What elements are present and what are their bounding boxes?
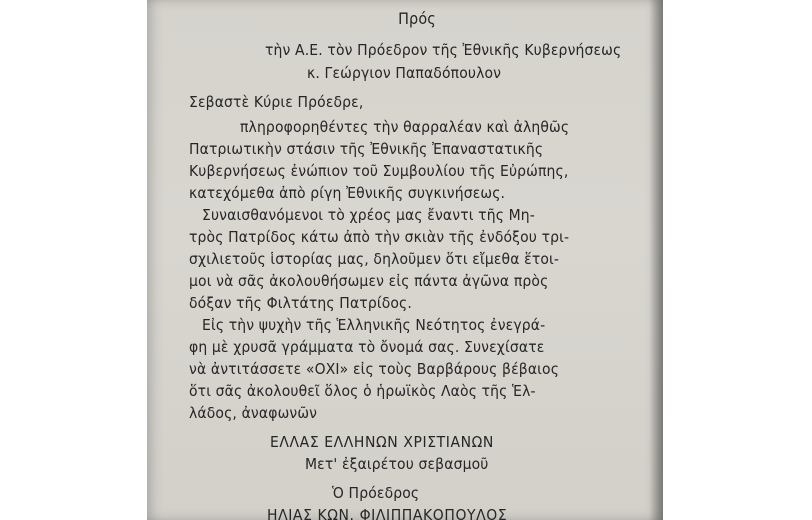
body-line-1: πληροφορηθέντες τὴν θαρραλέαν καὶ ἀληθῶς — [240, 118, 570, 136]
signatory-title: Ὁ Πρόεδρος — [332, 484, 420, 502]
addressee-line-1: τὴν Α.Ε. τὸν Πρόεδρον τῆς Ἐθνικῆς Κυβερνήσεως — [265, 41, 622, 59]
closing-formula: Μετ' ἐξαιρέτου σεβασμοῦ — [305, 455, 489, 473]
body-line-6: τρὸς Πατρίδος κάτω ἀπὸ τὴν σκιὰν τῆς ἐνδόξου τρι- — [189, 228, 570, 246]
body-line-5: Συναισθανόμενοι τὸ χρέος μας ἔναντι τῆς Μη- — [202, 206, 535, 224]
newspaper-clipping — [147, 0, 663, 520]
salutation: Σεβαστὲ Κύριε Πρόεδρε, — [189, 93, 364, 111]
signatory-name: ΗΛΙΑΣ ΚΩΝ. ΦΙΛΙΠΠΑΚΟΠΟΥΛΟΣ — [267, 506, 508, 520]
body-line-2: Πατριωτικὴν στάσιν τῆς Ἐθνικῆς Ἐπαναστατικῆς — [189, 140, 544, 158]
body-line-8: μοι νὰ σᾶς ἀκολουθήσωμεν εἰς πάντα ἀγῶνα πρὸς — [189, 272, 549, 290]
paper-shadow-edge — [649, 0, 663, 520]
letter-recipient-heading: Πρός — [398, 9, 436, 28]
addressee-line-2: κ. Γεώργιον Παπαδόπουλον — [307, 64, 502, 82]
body-line-14: λάδος, ἀναφωνῶν — [189, 404, 318, 422]
body-line-13: ὅτι σᾶς ἀκολουθεῖ ὅλος ὁ ἡρωϊκὸς Λαὸς τῆς Ἑλ- — [189, 382, 536, 400]
motto: ΕΛΛΑΣ ΕΛΛΗΝΩΝ ΧΡΙΣΤΙΑΝΩΝ — [270, 433, 494, 451]
body-line-11: φη μὲ χρυσᾶ γράμματα τὸ ὄνομά σας. Συνεχίσατε — [189, 338, 545, 356]
body-line-7: σχιλιετοῦς ἱστορίας μας, δηλοῦμεν ὅτι εἴμεθα ἕτοι- — [189, 250, 560, 268]
body-line-3: Κυβερνήσεως ἐνώπιον τοῦ Συμβουλίου τῆς Εὐρώπης, — [189, 162, 569, 180]
body-line-9: δόξαν τῆς Φιλτάτης Πατρίδος. — [189, 294, 412, 312]
body-line-12: νὰ ἀντιτάσσετε «ΟΧΙ» εἰς τοὺς Βαρβάρους βέβαιος — [189, 360, 560, 378]
body-line-10: Εἰς τὴν ψυχὴν τῆς Ἑλληνικῆς Νεότητος ἐνεγρά- — [202, 316, 546, 334]
body-line-4: κατεχόμεθα ἀπὸ ρίγη Ἐθνικῆς συγκινήσεως. — [189, 184, 506, 202]
